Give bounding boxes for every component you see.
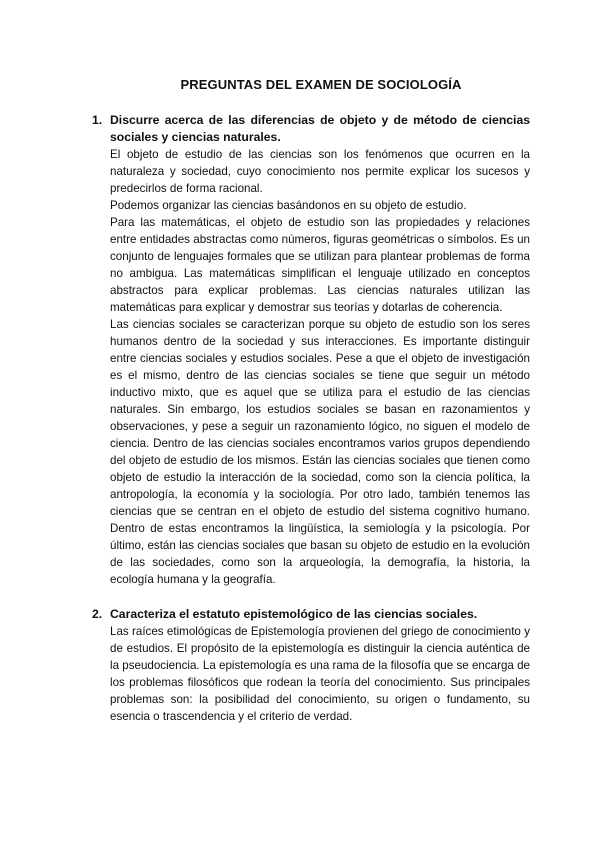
answer-1-paragraph-4: Las ciencias sociales se caracterizan porque su objeto de estudio son los seres humanos dentro de la sociedad y sus interacciones. Es importante distinguir entre ciencias sociales y estudios sociales. Pese a que el objeto de investigación es el mismo, dentro de las ciencias sociales se tiene que seguir un método inductivo mixto, que es aquel que se utiliza para el estudio de las ciencias naturales. Sin embargo, los estudios sociales se basan en razonamientos y observaciones, y pese a seguir un razonamiento lógico, no siguen el modelo de ciencia. Dentro de las ciencias sociales encontramos varios grupos dependiendo del objeto de estudio de los mismos. Están las ciencias sociales que tienen como objeto de estudio la interacción de la sociedad, como son la ciencia política, la antropología, la economía y la sociología. Por otro lado, también tenemos las ciencias que se centran en el objeto de estudio del sistema cognitivo humano. Dentro de estas encontramos la lingüística, la semiología y la psicología. Por último, están las ciencias sociales que basan su objeto de estudio en la evolución de las sociedades, como son la arqueología, la demografía, la historia, la ecología humana y la geografía. [110, 318, 530, 586]
question-2-answer [92, 623, 530, 725]
answer-2-paragraph-1: Las raíces etimológicas de Epistemología provienen del griego de conocimiento y de estudios. El propósito de la epistemología es distinguir la ciencia auténtica de la pseudociencia. La epistemología es una rama de la filosofía que se encarga de los problemas filosóficos que rodean la teoría del conocimiento. Sus principales problemas son: la posibilidad del conocimiento, su origen o fundamento, su esencia o trascendencia y el criterio de verdad. [110, 625, 530, 723]
answer-1-paragraph-1: El objeto de estudio de las ciencias son los fenómenos que ocurren en la naturaleza y sociedad, cuyo conocimiento nos permite explicar los sucesos y predecirlos de forma racional. [110, 148, 530, 195]
question-2 [92, 606, 530, 725]
question-1-heading [92, 112, 530, 146]
answer-1-paragraph-2: Podemos organizar las ciencias basándonos en su objeto de estudio. [110, 199, 467, 212]
question-2-number: 2. [92, 607, 103, 621]
answer-1-paragraph-3: Para las matemáticas, el objeto de estudio son las propiedades y relaciones entre entidades abstractas como números, figuras geométricas o símbolos. Es un conjunto de lenguajes formales que se utilizan para plantear problemas de forma no ambigua. Las matemáticas simplifican el lenguaje utilizado en conceptos abstractos para explicar problemas. Las ciencias naturales utilizan las matemáticas para explicar y demostrar sus teorías y dotarlas de coherencia. [110, 216, 530, 314]
question-1-heading-text: Discurre acerca de las diferencias de objeto y de método de ciencias sociales y ciencias naturales. [110, 113, 530, 144]
question-2-heading [92, 606, 530, 623]
question-1-answer [92, 146, 530, 588]
document-title: PREGUNTAS DEL EXAMEN DE SOCIOLOGÍA [180, 77, 462, 92]
question-2-heading-text: Caracteriza el estatuto epistemológico de las ciencias sociales. [110, 607, 478, 621]
question-1 [92, 112, 530, 588]
question-1-number: 1. [92, 113, 103, 127]
